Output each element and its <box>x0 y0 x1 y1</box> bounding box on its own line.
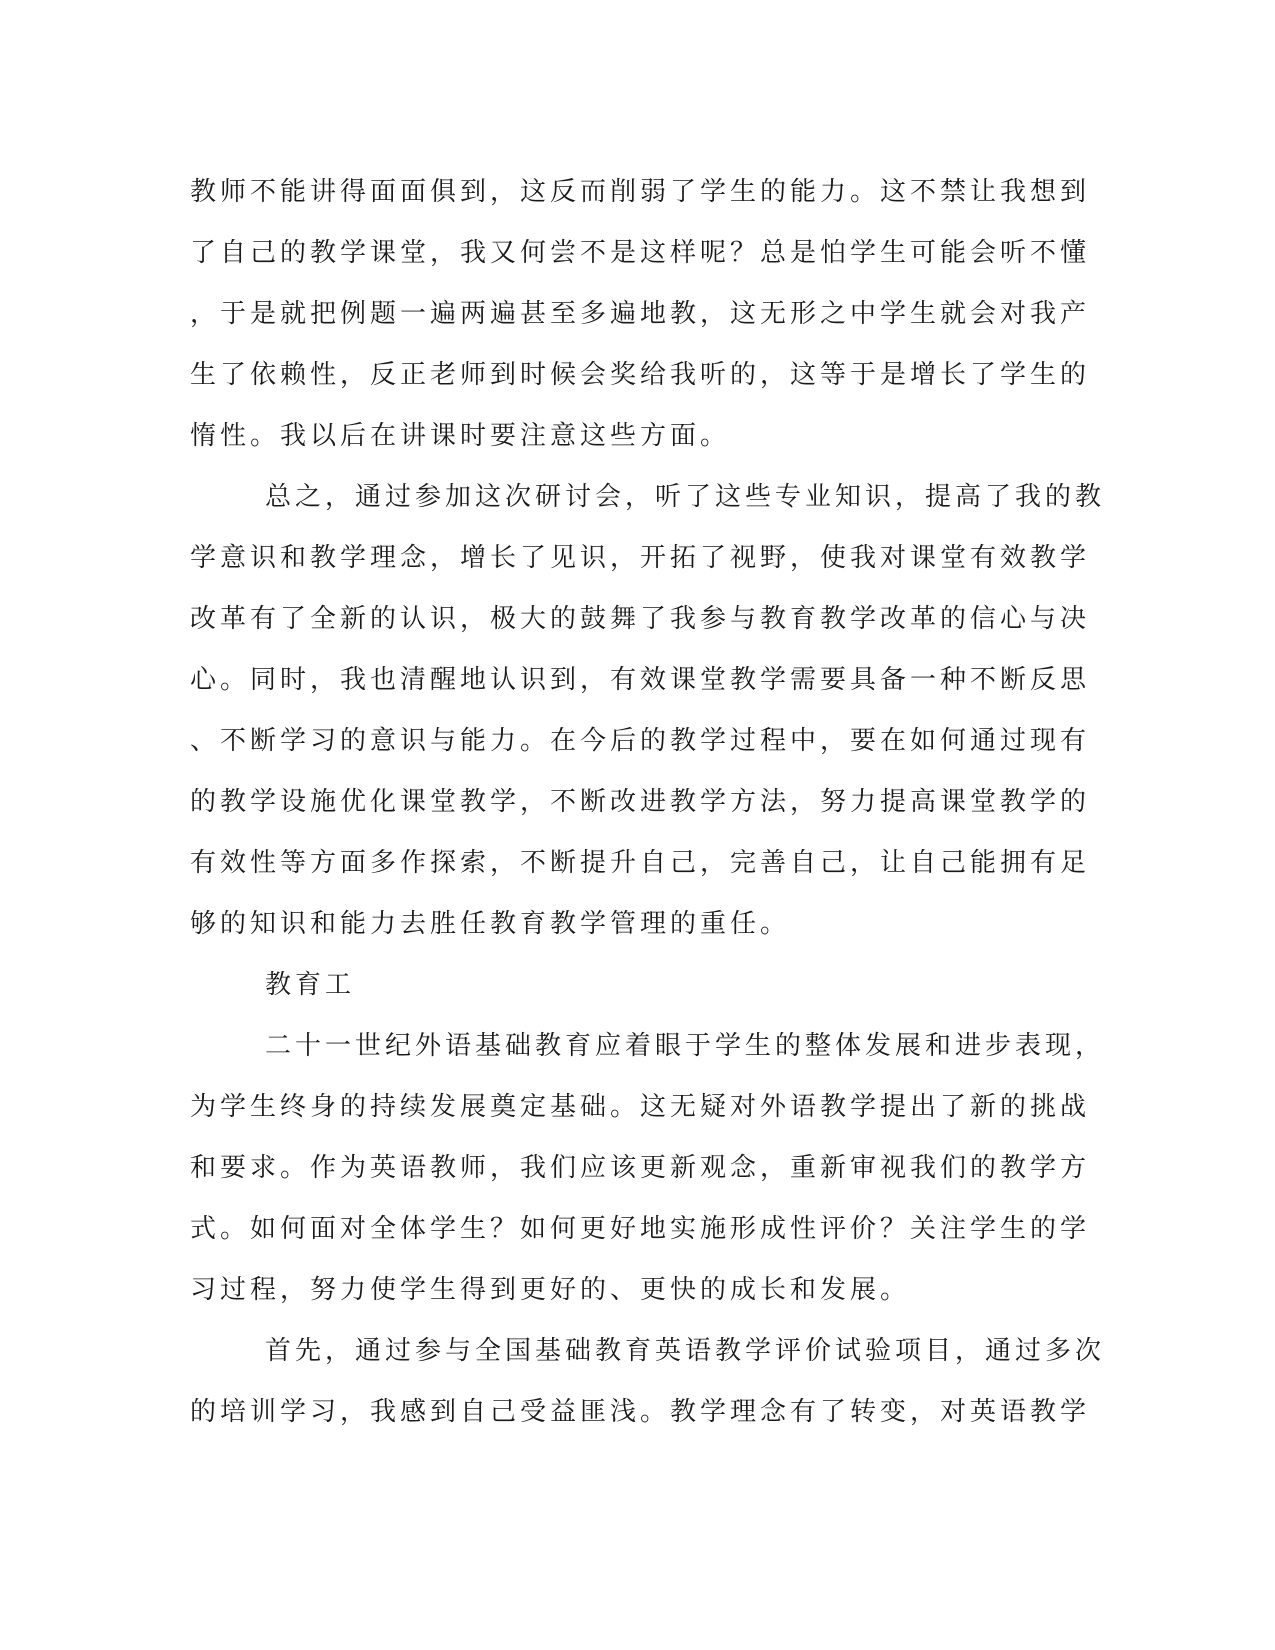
text-line: 了自己的教学课堂，我又何尝不是这样呢？总是怕学生可能会听不懂 <box>190 238 1091 268</box>
paragraph-start-line: 二十一世纪外语基础教育应着眼于学生的整体发展和进步表现， <box>265 1031 1106 1061</box>
text-line: 的培训学习，我感到自己受益匪浅。教学理念有了转变，对英语教学 <box>190 1397 1091 1427</box>
text-line: 习过程，努力使学生得到更好的、更快的成长和发展。 <box>190 1275 911 1305</box>
text-line: 教师不能讲得面面俱到，这反而削弱了学生的能力。这不禁让我想到 <box>190 177 1091 207</box>
text-line: 学意识和教学理念，增长了见识，开拓了视野，使我对课堂有效教学 <box>190 543 1091 573</box>
text-line: 生了依赖性，反正老师到时候会奖给我听的，这等于是增长了学生的 <box>190 360 1091 390</box>
text-line: 为学生终身的持续发展奠定基础。这无疑对外语教学提出了新的挑战 <box>190 1092 1091 1122</box>
text-line: 、不断学习的意识与能力。在今后的教学过程中，要在如何通过现有 <box>190 726 1091 756</box>
text-line: 心。同时，我也清醒地认识到，有效课堂教学需要具备一种不断反思 <box>190 665 1091 695</box>
paragraph-start-line: 总之，通过参加这次研讨会，听了这些专业知识，提高了我的教 <box>265 482 1106 512</box>
paragraph-start-line: 首先，通过参与全国基础教育英语教学评价试验项目，通过多次 <box>265 1336 1106 1366</box>
text-line: 够的知识和能力去胜任教育教学管理的重任。 <box>190 909 791 939</box>
section-heading: 教育工 <box>265 970 356 1000</box>
text-line: ，于是就把例题一遍两遍甚至多遍地教，这无形之中学生就会对我产 <box>190 299 1091 329</box>
text-line: 惰性。我以后在讲课时要注意这些方面。 <box>190 421 731 451</box>
text-line: 式。如何面对全体学生？如何更好地实施形成性评价？关注学生的学 <box>190 1214 1091 1244</box>
text-line: 有效性等方面多作探索，不断提升自己，完善自己，让自己能拥有足 <box>190 848 1091 878</box>
text-line: 和要求。作为英语教师，我们应该更新观念，重新审视我们的教学方 <box>190 1153 1091 1183</box>
text-line: 改革有了全新的认识，极大的鼓舞了我参与教育教学改革的信心与决 <box>190 604 1091 634</box>
document-body <box>190 162 1106 1443</box>
text-line: 的教学设施优化课堂教学，不断改进教学方法，努力提高课堂教学的 <box>190 787 1091 817</box>
